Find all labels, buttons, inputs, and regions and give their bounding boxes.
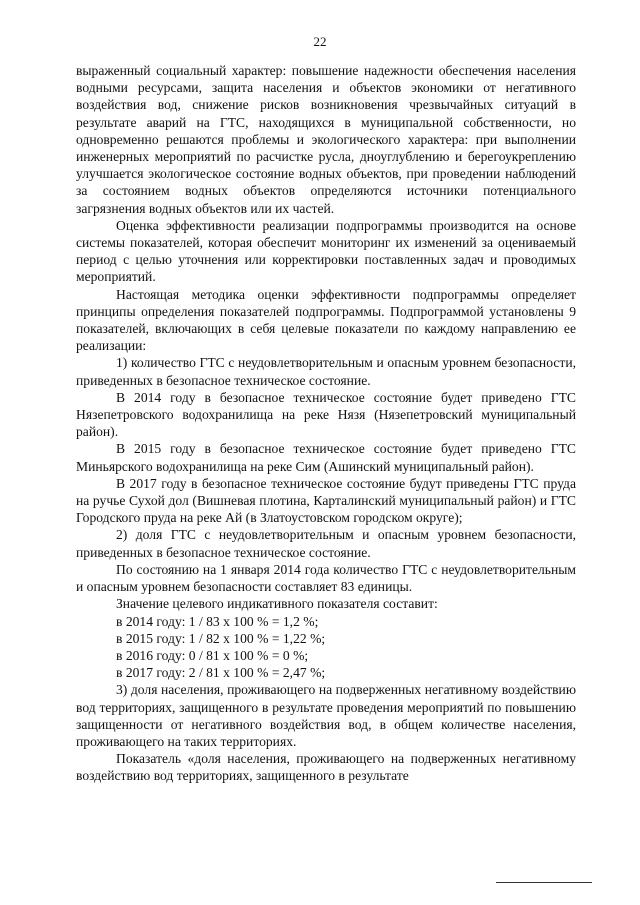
paragraph-methodology: Настоящая методика оценки эффективности подпрограммы определяет принципы определения показателей подпрограммы. Подпрограммой установлены 9 показателей, включающих в себя целевые показатели по каждому направлению ее реализации: xyxy=(76,286,576,354)
paragraph-target-value: Значение целевого индикативного показателя составит: xyxy=(116,596,438,612)
paragraph-2015: В 2015 году в безопасное техническое состояние будет приведено ГТС Миньярского водохранилища на реке Сим (Ашинский муниципальный район). xyxy=(76,441,576,474)
paragraph-indicator-definition: Показатель «доля населения, проживающего на подверженных негативному воздействию вод территориях, защищенного в результате xyxy=(76,751,576,784)
indicator-2: 2) доля ГТС с неудовлетворительным и опасным уровнем безопасности, приведенных в безопасное техническое состояние. xyxy=(76,527,576,560)
calculation-2017: в 2017 году: 2 / 81 х 100 % = 2,47 %; xyxy=(116,665,326,681)
paragraph-2014: В 2014 году в безопасное техническое состояние будет приведено ГТС Нязепетровского водохранилища на реке Нязя (Нязепетровский муниципальный район). xyxy=(76,389,576,440)
page-number: 22 xyxy=(313,34,327,49)
document-body xyxy=(76,62,576,785)
footer-rule xyxy=(496,882,592,883)
calculation-2016: в 2016 году: 0 / 81 х 100 % = 0 %; xyxy=(116,647,309,663)
calculation-2015: в 2015 году: 1 / 82 х 100 % = 1,22 %; xyxy=(116,630,326,646)
indicator-1: 1) количество ГТС с неудовлетворительным и опасным уровнем безопасности, приведенных в безопасное техническое состояние. xyxy=(76,355,576,388)
paragraph-continuation: выраженный социальный характер: повышение надежности обеспечения населения водными ресурсами, защита населения и объектов экономики от негативного воздействия вод, снижение рисков возникновения чрезвычайных ситуаций в результате аварий на ГТС, находящихся в муниципальной собственности, но одновременно решаются проблемы и экологического характера: при выполнении инженерных мероприятий по расчистке русла, дноуглублению и берегоукреплению улучшается экологическое состояние водных объектов, при проведении наблюдений за состоянием водных объектов определяются источники потенциального загрязнения водных объектов или их частей. xyxy=(76,63,576,216)
calculation-2014: в 2014 году: 1 / 83 х 100 % = 1,2 %; xyxy=(116,613,319,629)
paragraph-2017: В 2017 году в безопасное техническое состояние будут приведены ГТС пруда на ручье Сухой дол (Вишневая плотина, Карталинский муниципальный район) и ГТС Городского пруда на реке Ай (в Златоустовском городском округе); xyxy=(76,475,576,526)
paragraph-evaluation: Оценка эффективности реализации подпрограммы производится на основе системы показателей, которая обеспечит мониторинг их изменений за оцениваемый период с целью уточнения или корректировки поставленных задач и проводимых мероприятий. xyxy=(76,217,576,285)
indicator-3: 3) доля населения, проживающего на подверженных негативному воздействию вод территориях, защищенного в результате проведения мероприятий по повышению защищенности от негативного воздействия вод, в общем количестве населения, проживающего на таких территориях. xyxy=(76,682,576,749)
paragraph-status-2014: По состоянию на 1 января 2014 года количество ГТС с неудовлетворительным и опасным уровнем безопасности составляет 83 единицы. xyxy=(76,561,576,595)
